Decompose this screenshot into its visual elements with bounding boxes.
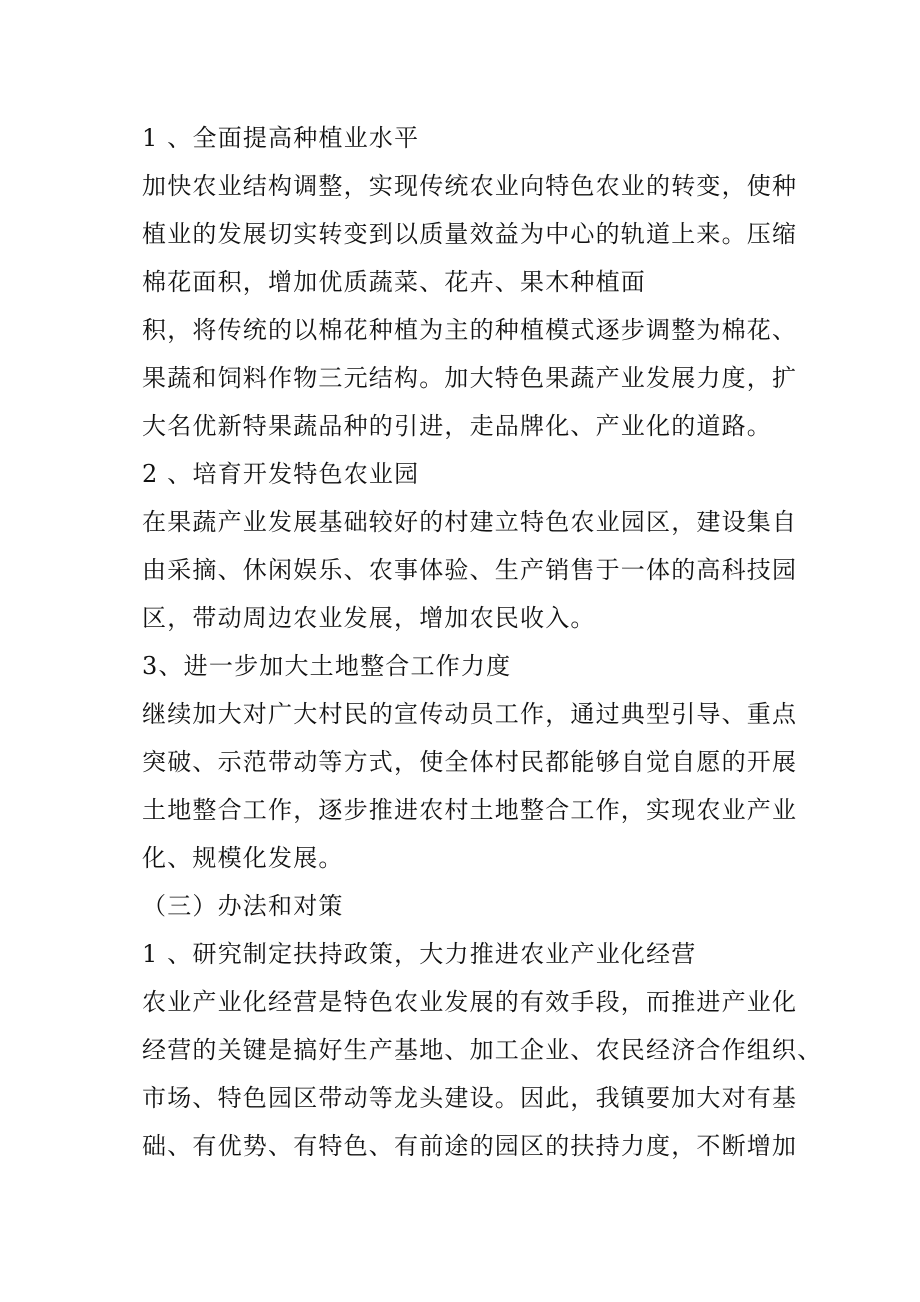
paragraph-line: 加快农业结构调整，实现传统农业向特色农业的转变，使种 (142, 172, 798, 200)
paragraph-line: 在果蔬产业发展基础较好的村建立特色农业园区，建设集自 (142, 508, 798, 536)
paragraph-line: 土地整合工作，逐步推进农村土地整合工作，实现农业产业 (142, 796, 798, 824)
heading-1-support-policy: 1 、研究制定扶持政策，大力推进农业产业化经营 (142, 940, 697, 968)
paragraph-line: 积，将传统的以棉花种植为主的种植模式逐步调整为棉花、 (142, 316, 798, 344)
heading-3-land-integration: 3、进一步加大土地整合工作力度 (142, 652, 512, 680)
document-body (142, 114, 823, 1170)
paragraph-line: 市场、特色园区带动等龙头建设。因此，我镇要加大对有基 (142, 1084, 798, 1112)
paragraph-line: 植业的发展切实转变到以质量效益为中心的轨道上来。压缩 (142, 220, 798, 248)
section-heading-measures: （三）办法和对策 (142, 892, 344, 920)
paragraph-line: 大名优新特果蔬品种的引进，走品牌化、产业化的道路。 (142, 412, 772, 440)
paragraph-line: 化、规模化发展。 (142, 844, 344, 872)
paragraph-line: 果蔬和饲料作物三元结构。加大特色果蔬产业发展力度，扩 (142, 364, 798, 392)
paragraph-line: 由采摘、休闲娱乐、农事体验、生产销售于一体的高科技园 (142, 556, 798, 584)
paragraph-line: 经营的关键是搞好生产基地、加工企业、农民经济合作组织、 (142, 1036, 823, 1064)
paragraph-line: 突破、示范带动等方式，使全体村民都能够自觉自愿的开展 (142, 748, 798, 776)
paragraph-line: 农业产业化经营是特色农业发展的有效手段，而推进产业化 (142, 988, 798, 1016)
paragraph-line: 继续加大对广大村民的宣传动员工作，通过典型引导、重点 (142, 700, 798, 728)
heading-1-improve-planting: 1 、全面提高种植业水平 (142, 124, 420, 152)
paragraph-line: 础、有优势、有特色、有前途的园区的扶持力度，不断增加 (142, 1132, 798, 1160)
paragraph-line: 区，带动周边农业发展，增加农民收入。 (142, 604, 596, 632)
heading-2-feature-park: 2 、培育开发特色农业园 (142, 460, 420, 488)
paragraph-line: 棉花面积，增加优质蔬菜、花卉、果木种植面 (142, 268, 646, 296)
